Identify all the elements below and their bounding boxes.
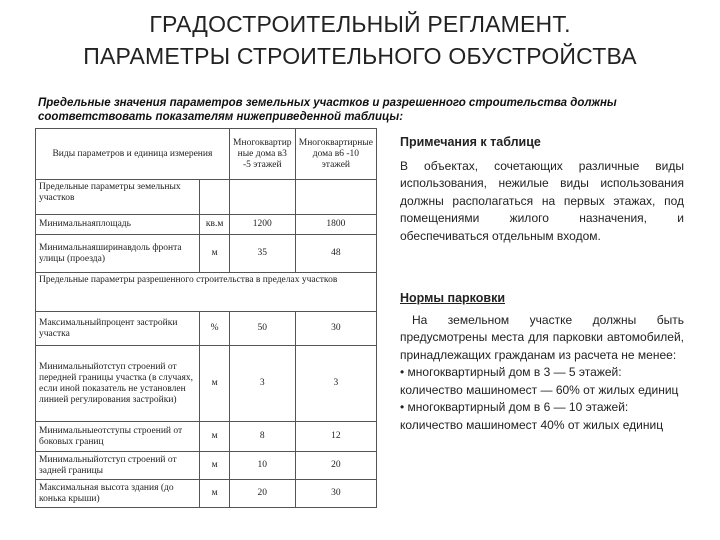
row-unit: кв.м [200, 215, 229, 235]
parking-heading: Нормы парковки [400, 291, 506, 305]
row-value-3-5: 8 [229, 422, 295, 452]
row-unit: м [200, 346, 229, 422]
row-label: Максимальная высота здания (до конька крыши) [36, 480, 200, 508]
row-value-6-10: 30 [295, 480, 376, 508]
parameters-table-container [35, 128, 377, 504]
row-value-6-10: 12 [295, 422, 376, 452]
table-row [36, 346, 377, 422]
table-row [36, 235, 377, 273]
table-row [36, 422, 377, 452]
row-label: Минимальнаяширинавдоль фронта улицы (проезда) [36, 235, 200, 273]
table-row [36, 312, 377, 346]
row-unit: % [200, 312, 229, 346]
row-value-6-10: 1800 [295, 215, 376, 235]
section-construction: Предельные параметры разрешенного строительства в пределах участков [36, 273, 377, 312]
table-notes [400, 134, 684, 245]
title-line-1: ГРАДОСТРОИТЕЛЬНЫЙ РЕГЛАМЕНТ. [149, 11, 571, 37]
parking-item-3-5: • многоквартирный дом в 3 — 5 этажей: количество машиномест — 60% от жилых единиц [400, 365, 679, 397]
header-param-type: Виды параметров и единица измерения [36, 129, 230, 180]
row-unit: м [200, 422, 229, 452]
notes-heading: Примечания к таблице [400, 135, 541, 149]
notes-text: В объектах, сочетающих различные виды использования, нежилые виды использования должны располагаться на первых этажах, под помещениями жилого назначения, и обеспечиваться отдельным входом. [400, 158, 684, 243]
table-row [36, 273, 377, 312]
parking-norms [400, 290, 684, 434]
section-land-plots: Предельные параметры земельных участков [36, 180, 200, 215]
row-value-3-5: 35 [229, 235, 295, 273]
row-unit: м [200, 480, 229, 508]
row-label: Максимальныйпроцент застройки участка [36, 312, 200, 346]
table-intro: Предельные значения параметров земельных участков и разрешенного строительства должны соответствовать показателям нижеприведенной таблицы: [38, 97, 617, 123]
header-6-10-floors: Многоквартирные дома в6 -10 этажей [295, 129, 376, 180]
row-value-3-5: 10 [229, 452, 295, 480]
parameters-table [35, 128, 377, 508]
table-row [36, 452, 377, 480]
page-title [0, 8, 720, 72]
table-row [36, 215, 377, 235]
row-value-6-10: 30 [295, 312, 376, 346]
table-row [36, 480, 377, 508]
parking-intro: На земельном участке должны быть предусмотрены места для парковки автомобилей, принадлежащих гражданам из расчета не менее: [400, 312, 684, 362]
row-value-3-5: 3 [229, 346, 295, 422]
row-value-6-10: 48 [295, 235, 376, 273]
table-row [36, 180, 377, 215]
row-value-6-10: 3 [295, 346, 376, 422]
row-label: Минимальныеотступы строений от боковых границ [36, 422, 200, 452]
parking-item-6-10: • многоквартирный дом в 6 — 10 этажей: количество машиномест 40% от жилых единиц [400, 400, 664, 432]
header-3-5-floors: Многоквартир ные дома в3 -5 этажей [229, 129, 295, 180]
row-unit: м [200, 452, 229, 480]
title-line-2: ПАРАМЕТРЫ СТРОИТЕЛЬНОГО ОБУСТРОЙСТВА [83, 43, 637, 69]
row-value-6-10: 20 [295, 452, 376, 480]
row-label: Минимальнаяплощадь [36, 215, 200, 235]
row-value-3-5: 1200 [229, 215, 295, 235]
row-unit: м [200, 235, 229, 273]
table-header-row [36, 129, 377, 180]
row-label: Минимальныйотступ строений от передней границы участка (в случаях, если иной показатель не установлен линией регулирования застройки) [36, 346, 200, 422]
row-value-3-5: 50 [229, 312, 295, 346]
row-label: Минимальныйотступ строений от задней границы [36, 452, 200, 480]
row-value-3-5: 20 [229, 480, 295, 508]
